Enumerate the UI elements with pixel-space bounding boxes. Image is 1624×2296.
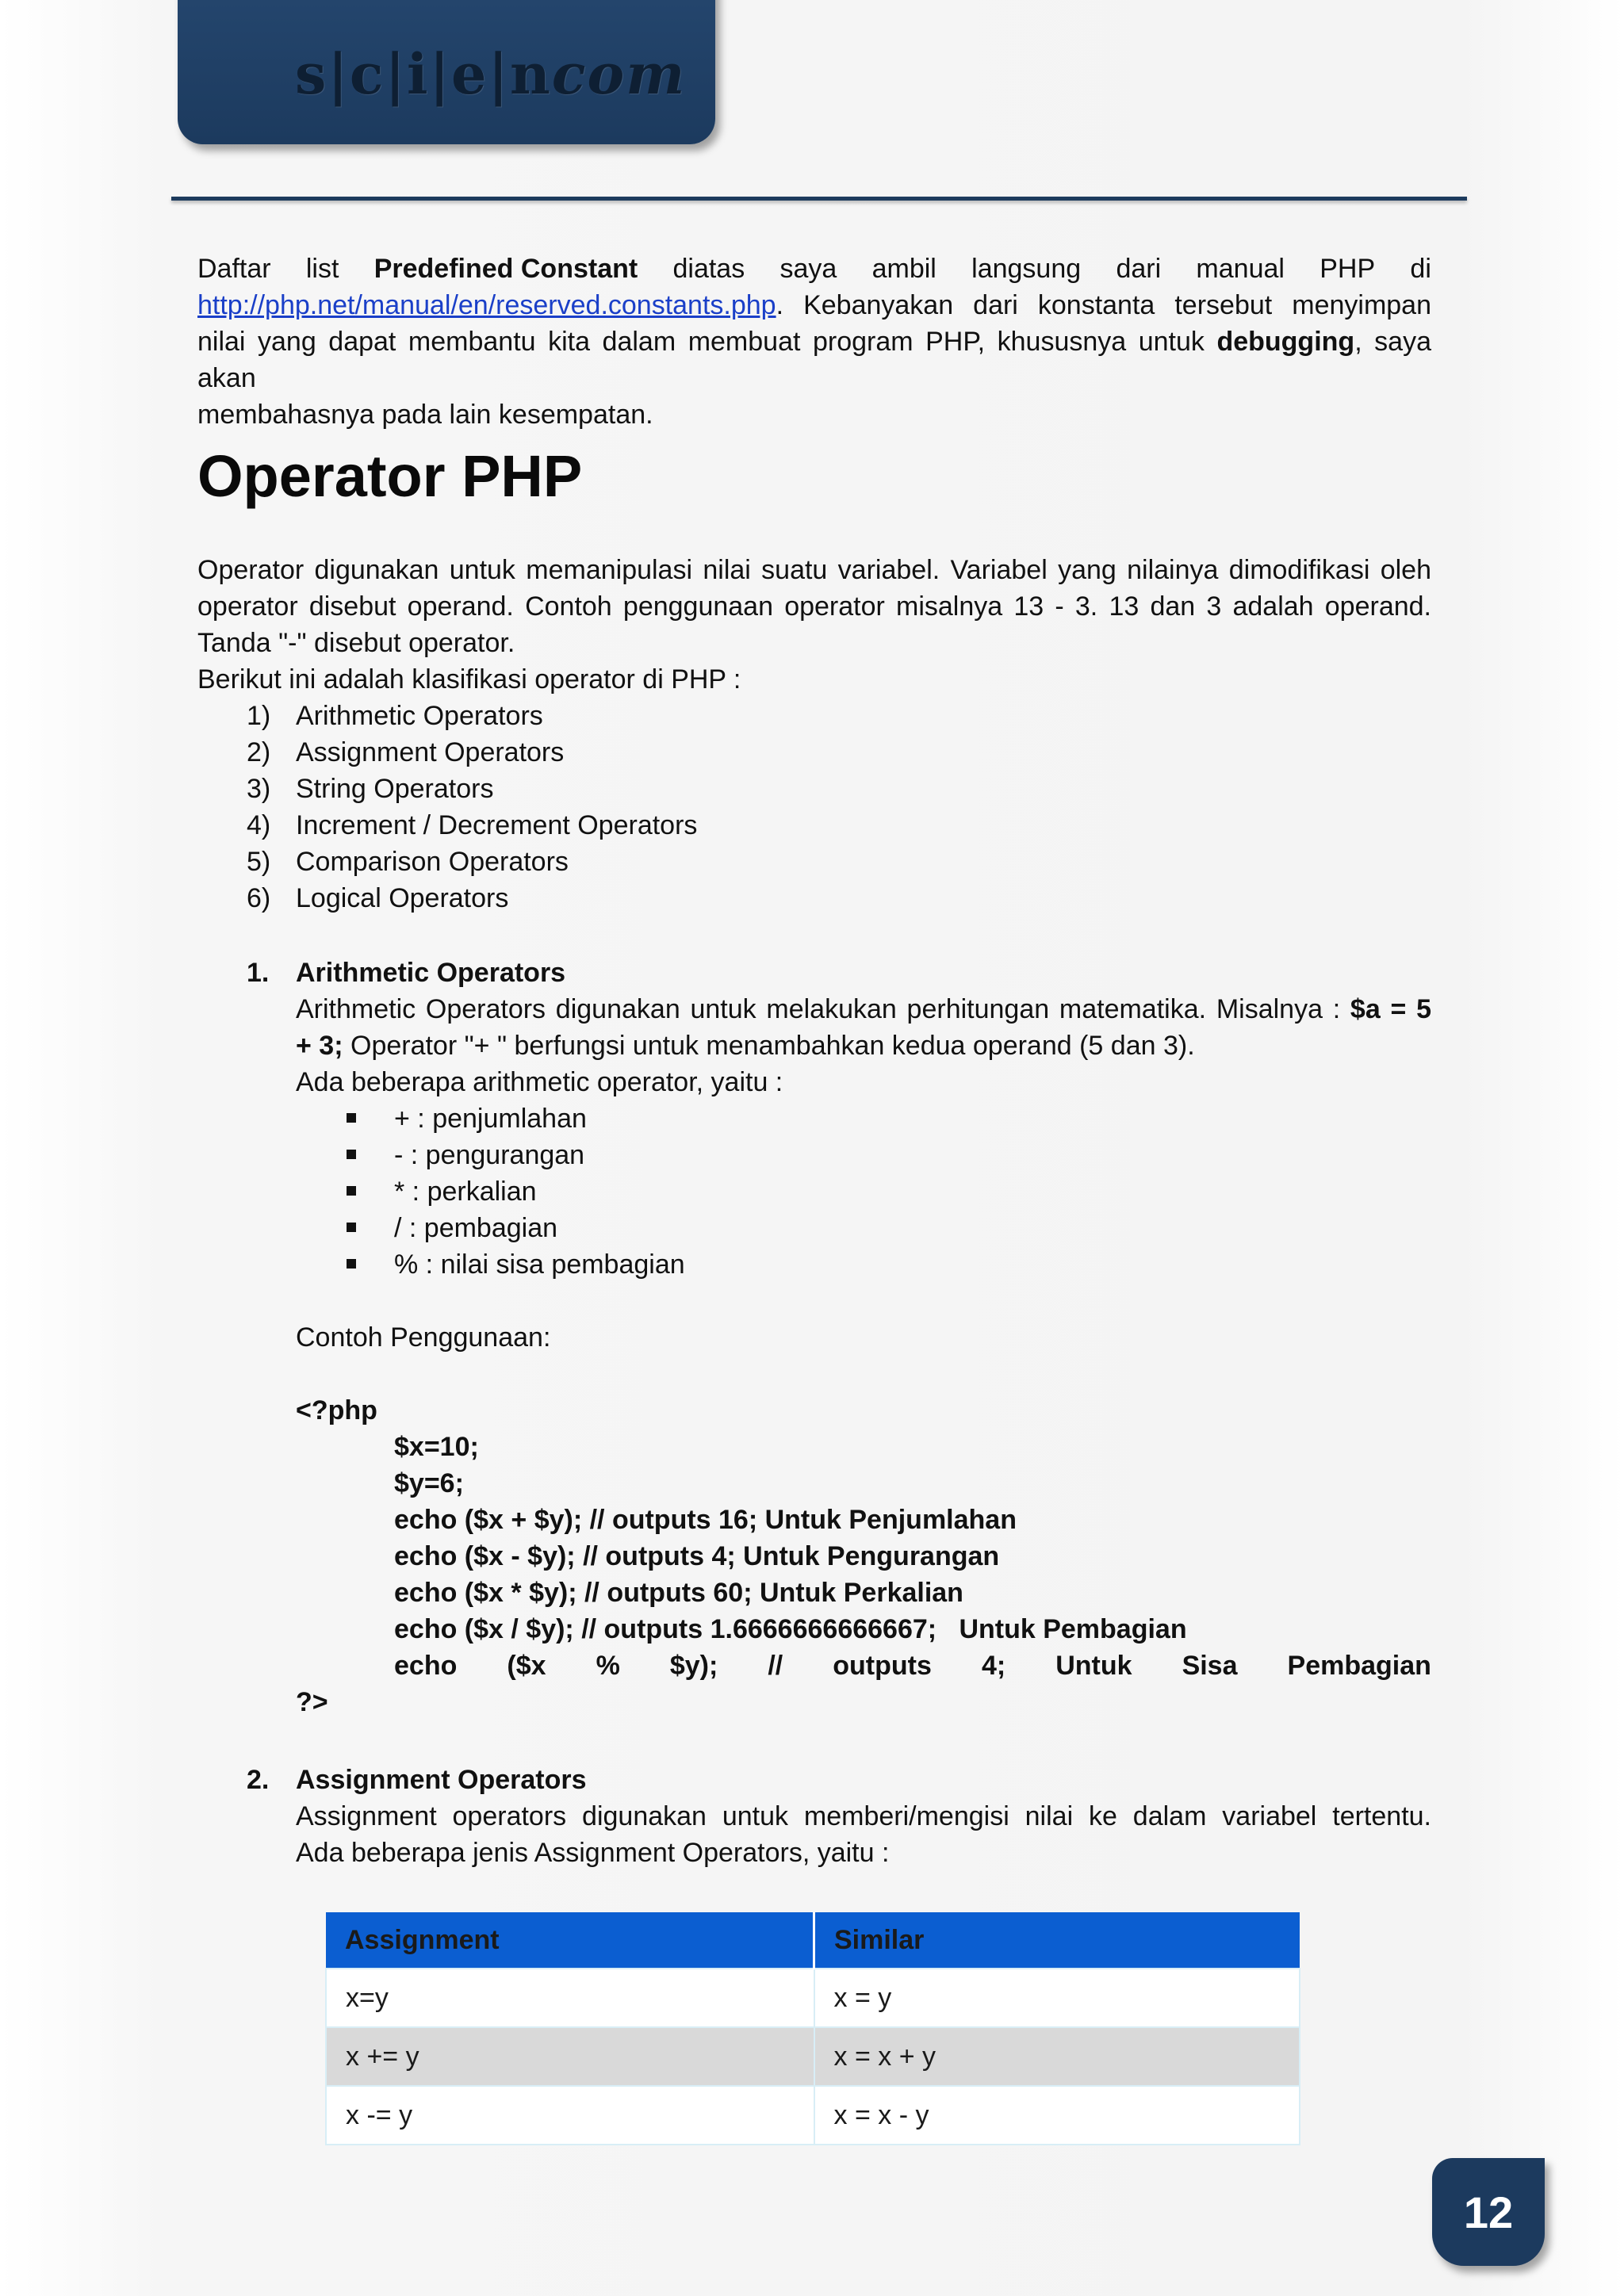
classification-item (197, 844, 1431, 880)
example-label: Contoh Penggunaan: (296, 1322, 551, 1353)
operator-text: * : perkalian (394, 1177, 537, 1207)
square-bullet-icon (347, 1186, 356, 1196)
operator-bullet-item (197, 1246, 1431, 1283)
code-line: $x=10; (394, 1432, 479, 1462)
operator-text: + : penjumlahan (394, 1104, 587, 1134)
table-row (326, 2027, 1300, 2086)
intro-line-3: nilai yang dapat membantu kita dalam membuat program PHP, khususnya untuk debugging, saya akan (197, 327, 1431, 393)
operator-bullet-item (197, 1173, 1431, 1210)
assignment-desc-2: Ada beberapa jenis Assignment Operators, yaitu : (296, 1838, 890, 1868)
table-header-row (326, 1912, 1300, 1969)
arithmetic-desc-2: + 3; Operator "+ " berfungsi untuk menambahkan kedua operand (5 dan 3). (296, 1031, 1195, 1061)
arithmetic-operator-list (197, 1100, 1431, 1283)
classification-number: 4) (247, 810, 271, 840)
classification-item (197, 880, 1431, 916)
intro-word: list (305, 254, 339, 284)
code-word: $y); (669, 1651, 718, 1681)
intro-word: Predefined Constant (373, 254, 638, 284)
arithmetic-desc-1: Arithmetic Operators digunakan untuk melakukan perhitungan matematika. Misalnya : $a = 5 (296, 994, 1431, 1024)
intro-word: saya (779, 254, 837, 284)
operator-intro (197, 552, 1431, 916)
table-cell-similar: x = x + y (814, 2027, 1300, 2086)
code-word: Sisa (1182, 1651, 1238, 1681)
code-line: echo ($x + $y); // outputs 16; Untuk Penjumlahan (394, 1505, 1017, 1535)
classification-number: 1) (247, 701, 271, 731)
code-word: echo (394, 1651, 458, 1681)
classification-list (197, 698, 1431, 916)
php-manual-link[interactable]: http://php.net/manual/en/reserved.constants.php (197, 290, 776, 320)
classification-label: Comparison Operators (296, 847, 569, 877)
operator-bullet-item (197, 1100, 1431, 1137)
intro-word: dari (1116, 254, 1162, 284)
square-bullet-icon (347, 1113, 356, 1123)
code-word: // (768, 1651, 783, 1681)
code-word: Untuk (1055, 1651, 1132, 1681)
assignment-desc-1: Assignment operators digunakan untuk memberi/mengisi nilai ke dalam variabel tertentu. (296, 1801, 1431, 1831)
code-line: $y=6; (394, 1468, 464, 1498)
code-close-tag: ?> (296, 1687, 328, 1717)
assignment-section (197, 1762, 1431, 1871)
table-cell-assignment: x -= y (326, 2086, 814, 2145)
assignment-heading: 2. Assignment Operators (247, 1765, 587, 1795)
intro-line-4: membahasnya pada lain kesempatan. (197, 400, 653, 430)
classification-number: 2) (247, 737, 271, 767)
table-row (326, 2086, 1300, 2145)
operator-intro-line-3: Tanda "-" disebut operator. (197, 628, 515, 658)
code-line: echo ($x * $y); // outputs 60; Untuk Perkalian (394, 1578, 963, 1608)
classification-item (197, 771, 1431, 807)
classification-item (197, 807, 1431, 844)
intro-word: diatas (672, 254, 745, 284)
assignment-table (325, 1912, 1300, 2145)
arithmetic-desc-3: Ada beberapa arithmetic operator, yaitu : (296, 1067, 783, 1097)
operator-bullet-item (197, 1137, 1431, 1173)
code-block (197, 1429, 1431, 1647)
operator-intro-line-4: Berikut ini adalah klasifikasi operator di PHP : (197, 664, 741, 695)
header-divider (171, 197, 1467, 201)
table-cell-assignment: x=y (326, 1969, 814, 2027)
classification-label: Assignment Operators (296, 737, 565, 767)
section-title: Operator PHP (197, 443, 583, 509)
arithmetic-heading: 1. Arithmetic Operators (247, 958, 566, 988)
operator-text: % : nilai sisa pembagian (394, 1249, 685, 1280)
operator-text: / : pembagian (394, 1213, 558, 1243)
table-header-similar: Similar (814, 1912, 1300, 1969)
intro-word: langsung (971, 254, 1082, 284)
square-bullet-icon (347, 1259, 356, 1269)
code-word: outputs (833, 1651, 932, 1681)
arithmetic-section (197, 955, 1431, 1720)
table-cell-assignment: x += y (326, 2027, 814, 2086)
table-header-assignment: Assignment (326, 1912, 814, 1969)
code-word: Pembagian (1287, 1651, 1431, 1681)
operator-intro-line-1: Operator digunakan untuk memanipulasi nilai suatu variabel. Variabel yang nilainya dimodifikasi oleh (197, 555, 1431, 585)
classification-label: Logical Operators (296, 883, 509, 913)
table-cell-similar: x = y (814, 1969, 1300, 2027)
classification-label: String Operators (296, 774, 494, 804)
intro-word: di (1410, 254, 1431, 284)
classification-item (197, 698, 1431, 734)
intro-word: manual (1196, 254, 1285, 284)
classification-label: Arithmetic Operators (296, 701, 543, 731)
operator-text: - : pengurangan (394, 1140, 585, 1170)
intro-word: ambil (871, 254, 936, 284)
classification-number: 3) (247, 774, 271, 804)
code-line: echo ($x / $y); // outputs 1.6666666666667; Untuk Pembagian (394, 1614, 1187, 1644)
operator-intro-line-2: operator disebut operand. Contoh penggunaan operator misalnya 13 - 3. 13 dan 3 adalah operand. (197, 591, 1431, 622)
code-open-tag: <?php (296, 1395, 377, 1425)
classification-item (197, 734, 1431, 771)
page-number-badge: 12 (1432, 2158, 1545, 2266)
intro-word: PHP (1320, 254, 1376, 284)
classification-number: 6) (247, 883, 271, 913)
table-cell-similar: x = x - y (814, 2086, 1300, 2145)
intro-paragraph (197, 251, 1431, 433)
code-word: % (596, 1651, 620, 1681)
code-line: echo ($x - $y); // outputs 4; Untuk Pengurangan (394, 1541, 1000, 1571)
sciencom-logo: s|c|i|e|ncom (295, 41, 687, 107)
table-row (326, 1969, 1300, 2027)
intro-line-1 (197, 251, 1431, 287)
intro-line-2: http://php.net/manual/en/reserved.constants.php. Kebanyakan dari konstanta tersebut menyimpan (197, 290, 1431, 320)
square-bullet-icon (347, 1150, 356, 1159)
classification-number: 5) (247, 847, 271, 877)
intro-word: Daftar (197, 254, 271, 284)
operator-bullet-item (197, 1210, 1431, 1246)
code-word: 4; (981, 1651, 1006, 1681)
code-word: ($x (507, 1651, 546, 1681)
square-bullet-icon (347, 1223, 356, 1232)
code-line-modulo (197, 1647, 1431, 1684)
classification-label: Increment / Decrement Operators (296, 810, 698, 840)
